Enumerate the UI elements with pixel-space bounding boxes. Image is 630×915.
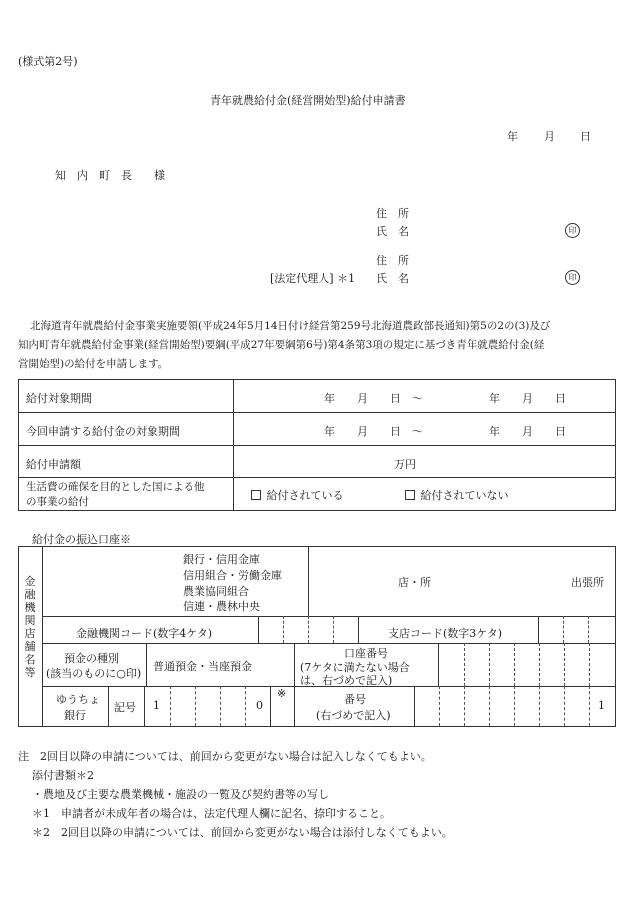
amount-field[interactable]: 万円 <box>394 458 416 471</box>
option-not-received[interactable] <box>405 487 509 503</box>
applicant-name-label: 氏 名 <box>376 225 409 238</box>
bank-type: 銀行・信用金庫 <box>183 553 260 566</box>
account-digit-border <box>438 643 439 686</box>
date-day: 日 <box>580 130 591 143</box>
digit-divider <box>439 686 440 726</box>
bank-type: 信連・農林中央 <box>183 600 260 613</box>
agent-address-label: 住 所 <box>376 254 409 267</box>
kigou-end-divider <box>270 686 271 726</box>
row1-divider <box>308 546 309 616</box>
row-divider <box>42 686 615 687</box>
kigou-divider <box>144 686 145 726</box>
digit-divider <box>220 686 221 726</box>
digit-divider <box>464 643 465 686</box>
body-line-1: 北海道青年就農給付金事業実施要領(平成24年5月14日付け経営第259号北海道農政部長通知)第5の2の(3)及び <box>30 320 551 332</box>
addressee: 知 内 町 長 様 <box>55 169 165 182</box>
digit-divider <box>589 686 590 726</box>
row-label: の事業の給付 <box>26 496 89 508</box>
current-period-field[interactable]: 年 月 日 ～ 年 月 日 <box>324 425 566 438</box>
bangou-last-digit[interactable]: 1 <box>598 699 605 712</box>
applicant-address-label: 住 所 <box>376 207 409 220</box>
digit-divider <box>308 616 309 643</box>
date-month: 月 <box>544 130 555 143</box>
digit-divider <box>514 643 515 686</box>
kigou-first-digit[interactable]: 1 <box>153 699 160 712</box>
table1-row-divider <box>18 412 615 413</box>
digit-divider <box>564 686 565 726</box>
table1-row-divider <box>18 445 615 446</box>
bank-type: 農業協同組合 <box>183 585 249 598</box>
checkbox-icon[interactable] <box>405 490 415 500</box>
deposit-divider <box>294 643 295 686</box>
digit-divider <box>464 686 465 726</box>
digit-divider <box>563 616 564 643</box>
office-label: 出張所 <box>571 576 604 589</box>
deposit-type-field[interactable]: 普通預金・当座預金 <box>153 660 252 673</box>
code-divider <box>358 616 359 643</box>
digit-divider <box>489 686 490 726</box>
checkbox-icon[interactable] <box>251 490 261 500</box>
table1-row-divider <box>18 477 615 478</box>
agent-seal: 印 <box>565 270 580 285</box>
inst-code-label: 金融機関コード(数字4ケタ) <box>76 627 213 640</box>
branch-code-label: 支店コード(数字3ケタ) <box>388 627 503 640</box>
yucho-divider <box>108 686 109 726</box>
account-number-hint: は、右づめで記入) <box>300 674 393 687</box>
form-number: (様式第2号) <box>18 55 78 68</box>
note-1: 注 2回目以降の申請については、前回から変更がない場合は記入しなくてもよい。 <box>18 750 432 763</box>
kigou-label: 記号 <box>114 701 136 714</box>
digit-divider <box>539 686 540 726</box>
digit-divider <box>333 616 334 643</box>
side-label: 金融機関店舗名等 <box>24 575 36 679</box>
bangou-divider <box>294 686 295 726</box>
digit-divider <box>195 686 196 726</box>
row-label: 生活費の確保を目的とした国による他 <box>26 481 205 493</box>
deposit-type-hint: (該当のものに○印) <box>46 667 142 680</box>
digit-divider <box>588 616 589 643</box>
bank-type: 信用組合・労働金庫 <box>183 569 282 582</box>
option-received[interactable] <box>251 487 344 503</box>
row-divider <box>42 616 615 617</box>
deposit-divider <box>146 643 147 686</box>
body-line-2: 知内町青年就農給付金事業(経営開始型)要綱(平成27年要綱第6号)第4条第3項の規定に基づき青年就農給付金(経 <box>18 339 545 351</box>
agent-prefix: [法定代理人] ＊1 <box>270 272 356 285</box>
side-col-divider <box>42 546 43 726</box>
account-number-hint: (7ケタに満たない場合 <box>300 661 410 674</box>
digit-divider <box>514 686 515 726</box>
attachment-item: ・農地及び主要な農業機械・施設の一覧及び契約書等の写し <box>32 788 329 801</box>
deposit-type-label: 預金の種別 <box>64 652 119 665</box>
digit-divider <box>489 643 490 686</box>
digit-divider <box>170 686 171 726</box>
date-year: 年 <box>507 130 518 143</box>
branch-label: 店・所 <box>398 576 431 589</box>
digit-divider <box>589 643 590 686</box>
yucho-label: 銀行 <box>64 709 86 722</box>
bangou-hint: (右づめで記入) <box>316 709 391 722</box>
row-divider <box>42 643 615 644</box>
footnote-2: ＊2 2回目以降の申請については、前回から変更がない場合は添付しなくてもよい。 <box>32 826 453 839</box>
row-label: 給付申請額 <box>26 458 81 471</box>
period-field[interactable]: 年 月 日 ～ 年 月 日 <box>324 392 566 405</box>
attachments-heading: 添付書類＊2 <box>32 769 94 782</box>
page-title: 青年就農給付金(経営開始型)給付申請書 <box>210 94 406 107</box>
option-label: 給付されている <box>266 489 344 502</box>
bank-heading: 給付金の振込口座※ <box>32 533 131 546</box>
applicant-seal: 印 <box>565 223 580 238</box>
kigou-last-digit[interactable]: 0 <box>256 699 263 712</box>
option-label: 給付されていない <box>420 489 509 502</box>
body-line-3: 営開始型)の給付を申請します。 <box>18 358 169 370</box>
yucho-label: ゆうちょ <box>56 693 100 706</box>
bangou-digit-border <box>414 686 415 726</box>
account-number-label: 口座番号 <box>344 647 388 660</box>
code-divider <box>538 616 539 643</box>
bangou-label: 番号 <box>344 693 366 706</box>
digit-divider <box>564 643 565 686</box>
agent-name-label: 氏 名 <box>376 272 409 285</box>
row-label: 今回申請する給付金の対象期間 <box>26 425 180 438</box>
digit-divider <box>539 643 540 686</box>
digit-divider <box>283 616 284 643</box>
asterisk-mark: ※ <box>277 687 287 700</box>
row-label: 給付対象期間 <box>26 392 92 405</box>
code-divider <box>258 616 259 643</box>
footnote-1: ＊1 申請者が未成年者の場合は、法定代理人欄に記名、捺印すること。 <box>32 807 391 820</box>
digit-divider <box>245 686 246 726</box>
